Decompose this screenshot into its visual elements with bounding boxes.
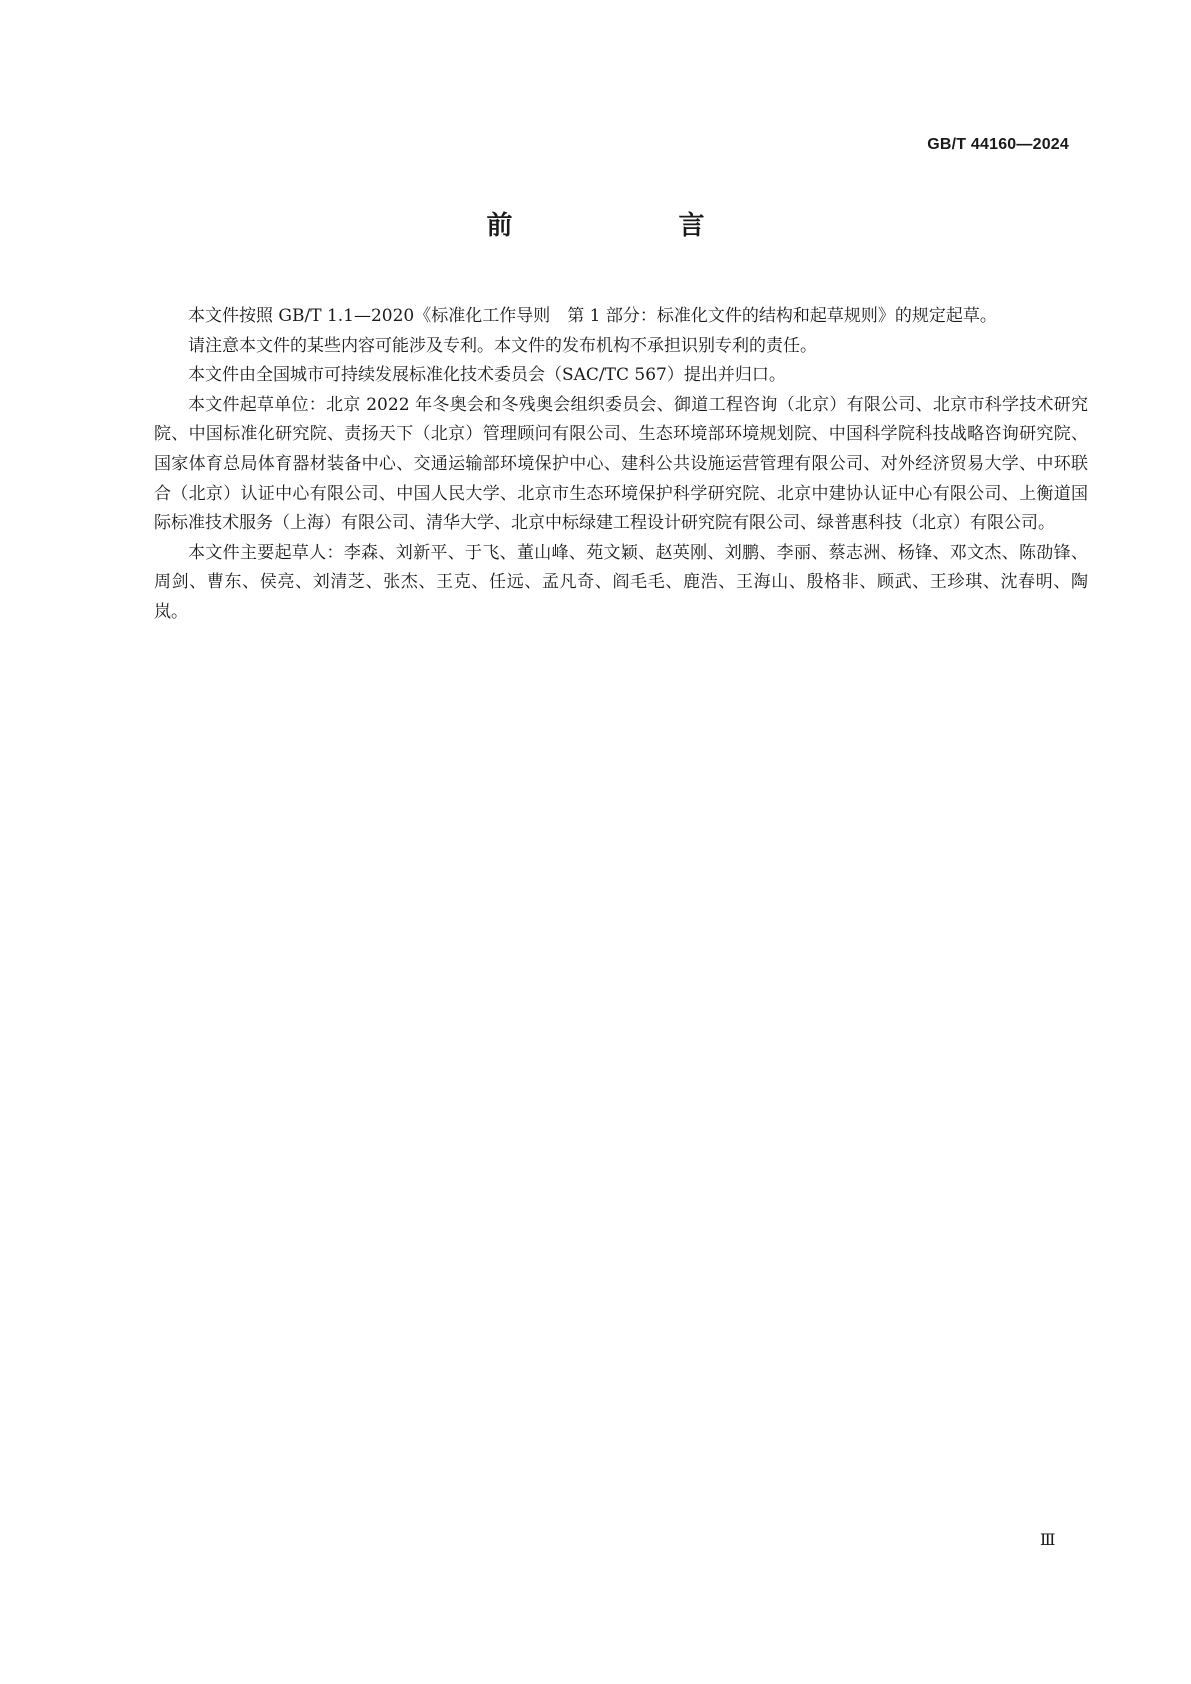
paragraph-drafters: 本文件主要起草人：李森、刘新平、于飞、董山峰、苑文颖、赵英刚、刘鹏、李丽、蔡志洲、杨锋、邓文杰、陈劭锋、周剑、曹东、侯亮、刘清芝、张杰、王克、任远、孟凡奇、阎毛毛、鹿浩、王海山、殷格非、顾武、王珍琪、沈春明、陶岚。 <box>154 542 1088 622</box>
paragraph-proposer: 本文件由全国城市可持续发展标准化技术委员会（SAC/TC 567）提出并归口。 <box>188 365 786 386</box>
paragraph-drafting-rules: 本文件按照 GB/T 1.1—2020《标准化工作导则 第 1 部分：标准化文件的结构和起草规则》的规定起草。 <box>188 306 997 326</box>
paragraph-patent-notice: 请注意本文件的某些内容可能涉及专利。本文件的发布机构不承担识别专利的责任。 <box>188 335 817 356</box>
foreword-body <box>154 302 1088 628</box>
paragraph-drafting-units: 本文件起草单位：北京 2022 年冬奥会和冬残奥会组织委员会、御道工程咨询（北京）有限公司、北京市科学技术研究院、中国标准化研究院、责扬天下（北京）管理顾问有限公司、生态环境部环境规划院、中国科学院科技战略咨询研究院、国家体育总局体育器材装备中心、交通运输部环境保护中心、建科公共设施运营管理有限公司、对外经济贸易大学、中环联合（北京）认证中心有限公司、中国人民大学、北京市生态环境保护科学研究院、北京中建协认证中心有限公司、上衡道国际标准技术服务（上海）有限公司、清华大学、北京中标绿建工程设计研究院有限公司、绿普惠科技（北京）有限公司。 <box>154 394 1088 534</box>
page-number: Ⅲ <box>1040 1530 1056 1549</box>
section-title: 前 言 <box>486 211 775 241</box>
standard-code: GB/T 44160—2024 <box>927 136 1069 153</box>
